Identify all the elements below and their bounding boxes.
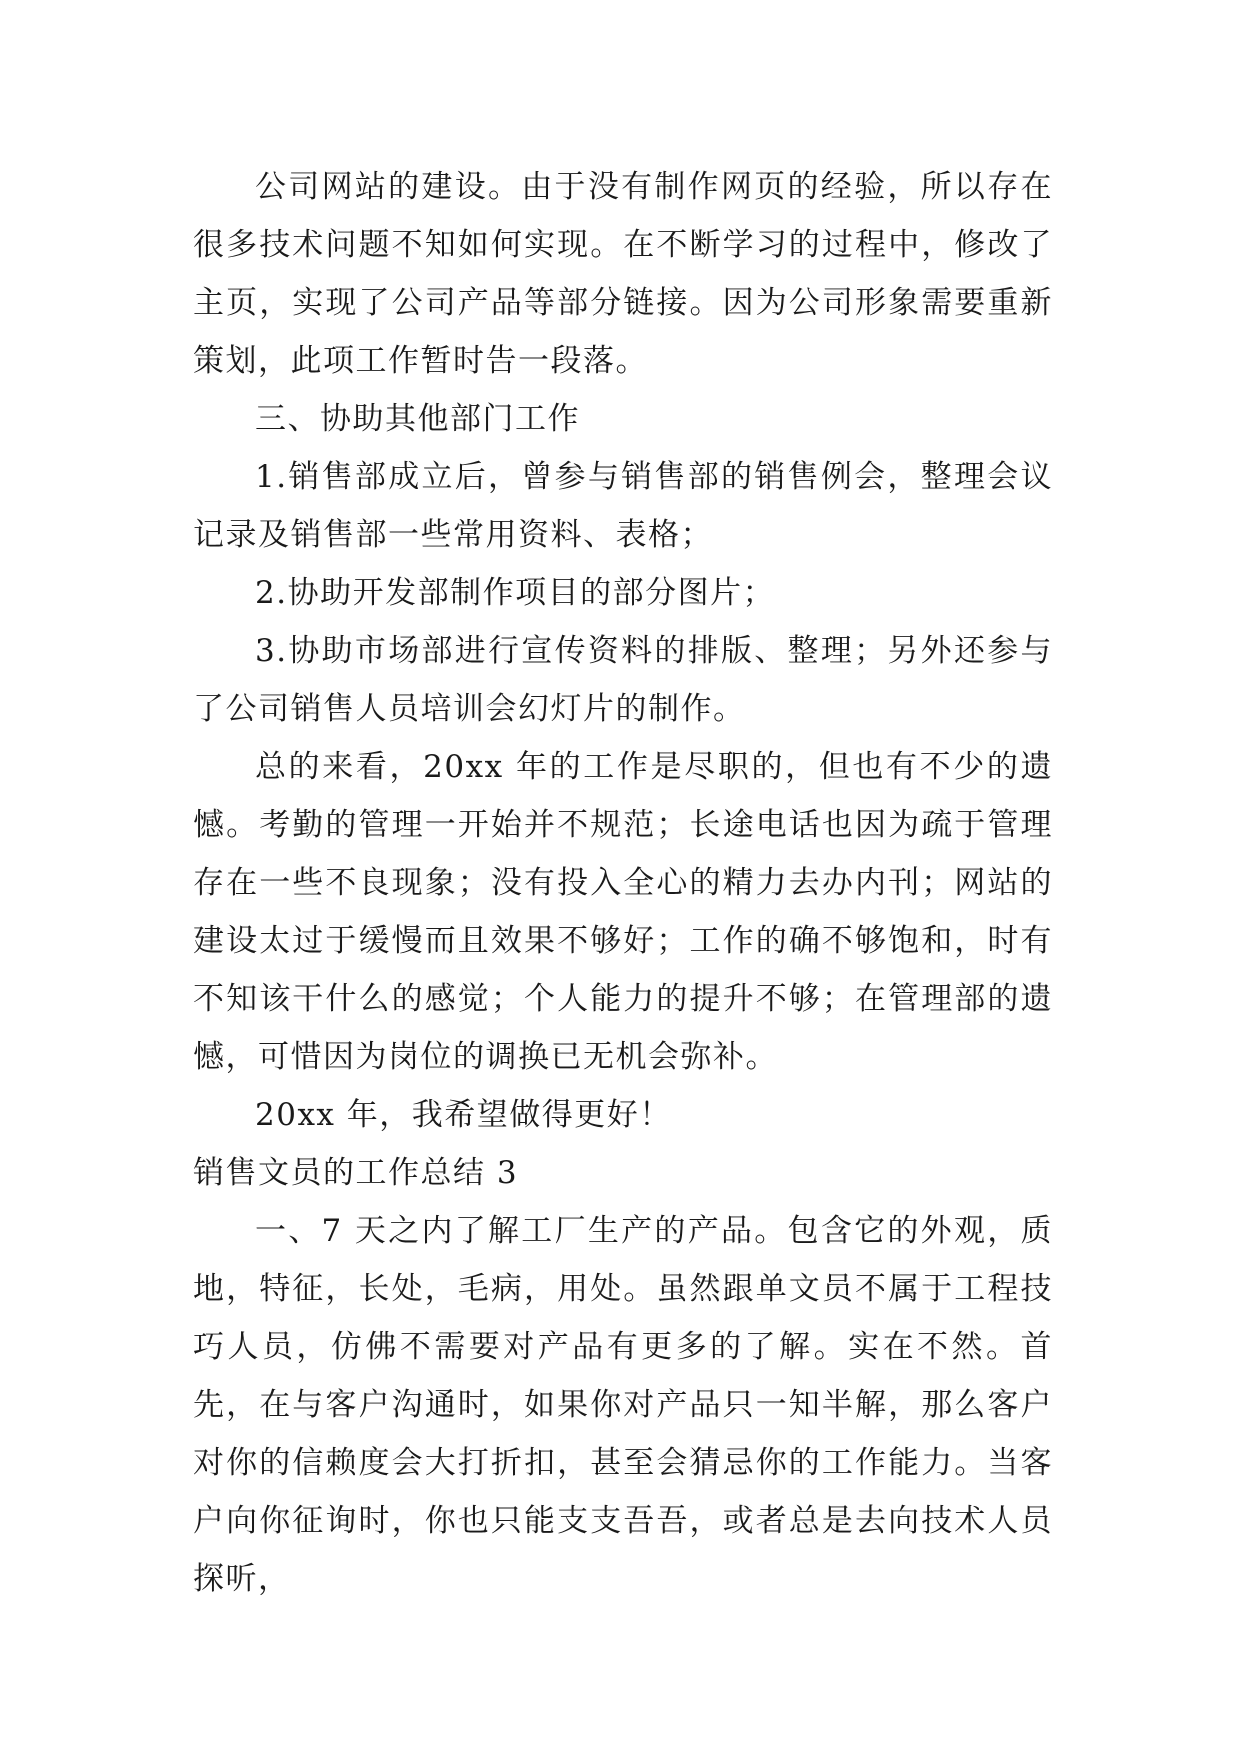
- section-title-summary-3: 销售文员的工作总结 3: [193, 1155, 519, 1191]
- section-heading-assist-departments: 三、协助其他部门工作: [255, 401, 580, 437]
- list-item-development-department: 2.协助开发部制作项目的部分图片；: [255, 575, 776, 611]
- paragraph-website: 公司网站的建设。由于没有制作网页的经验，所以存在很多技术问题不知如何实现。在不断学习的过程中，修改了主页，实现了公司产品等部分链接。因为公司形象需要重新策划，此项工作暂时告一段落。: [193, 169, 1053, 379]
- paragraph-summary-regrets: 总的来看，20xx 年的工作是尽职的，但也有不少的遗憾。考勤的管理一开始并不规范；长途电话也因为疏于管理存在一些不良现象；没有投入全心的精力去办内刊；网站的建设太过于缓慢而且效果不够好；工作的确不够饱和，时有不知该干什么的感觉；个人能力的提升不够；在管理部的遗憾，可惜因为岗位的调换已无机会弥补。: [193, 749, 1053, 1075]
- paragraph-product-knowledge: 一、7 天之内了解工厂生产的产品。包含它的外观，质地，特征，长处，毛病，用处。虽然跟单文员不属于工程技巧人员，仿佛不需要对产品有更多的了解。实在不然。首先，在与客户沟通时，如果你对产品只一知半解，那么客户对你的信赖度会大打折扣，甚至会猜忌你的工作能力。当客户向你征询时，你也只能支支吾吾，或者总是去向技术人员探听，: [193, 1213, 1053, 1597]
- document-body: [193, 158, 1053, 1608]
- list-item-sales-department: 1.销售部成立后，曾参与销售部的销售例会，整理会议记录及销售部一些常用资料、表格；: [193, 459, 1053, 553]
- list-item-marketing-department: 3.协助市场部进行宣传资料的排版、整理；另外还参与了公司销售人员培训会幻灯片的制作。: [193, 633, 1053, 727]
- paragraph-wish: 20xx 年，我希望做得更好！: [255, 1097, 672, 1133]
